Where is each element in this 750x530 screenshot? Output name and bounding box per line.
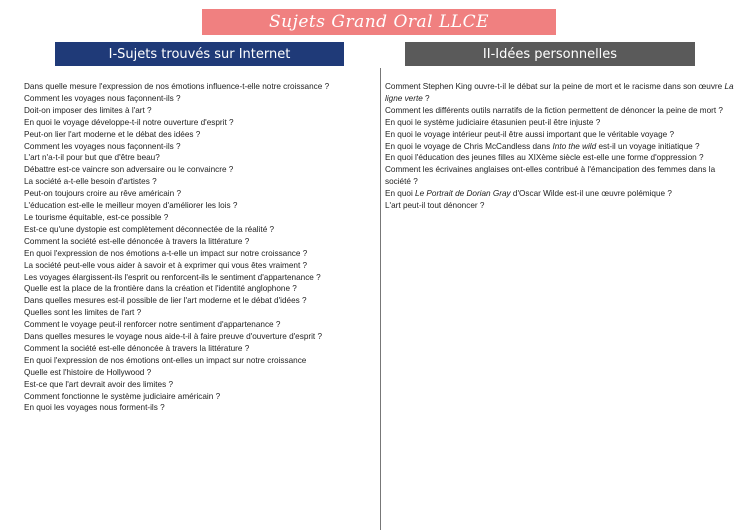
book-title: Into the wild [552, 141, 597, 151]
list-item: Dans quelles mesures est-il possible de lier l'art moderne et le débat d'idées ? [24, 296, 307, 306]
list-item: Débattre est-ce vaincre son adversaire ou le convaincre ? [24, 165, 234, 175]
list-item: L'éducation est-elle le meilleur moyen d'améliorer les lois ? [24, 201, 238, 211]
list-item: La société a-t-elle besoin d'artistes ? [24, 177, 157, 187]
list-item: En quoi le système judiciaire étasunien peut-il être injuste ? [385, 117, 601, 127]
list-item: L'art n'a-t-il pour but que d'être beau? [24, 153, 160, 163]
item-text: ? [422, 93, 430, 103]
list-item: La société peut-elle vous aider à savoir et à exprimer qui vous êtes vraiment ? [24, 260, 308, 270]
list-item: En quoi le voyage développe-t-il notre ouverture d'esprit ? [24, 117, 234, 127]
list-item: Est-ce qu'une dystopie est complètement déconnectée de la réalité ? [24, 224, 275, 234]
item-text: En quoi [385, 189, 416, 199]
personal-ideas-list [385, 81, 740, 212]
list-item: Le tourisme équitable, est-ce possible ? [24, 212, 169, 222]
list-item [385, 141, 740, 153]
list-item: Est-ce que l'art devrait avoir des limites ? [24, 379, 173, 389]
list-item: En quoi l'expression de nos émotions a-t-elle un impact sur notre croissance ? [24, 248, 308, 258]
list-item: Comment la société est-elle dénoncée à travers la littérature ? [24, 236, 250, 246]
list-item: En quoi l'expression de nos émotions ont-elles un impact sur notre croissance [24, 355, 307, 365]
list-item: Quelle est la place de la frontière dans la création et l'identité anglophone ? [24, 284, 297, 294]
list-item: Comment les différents outils narratifs de la fiction permettent de dénoncer la peine de mort ? [385, 105, 723, 115]
book-title: La ligne verte [385, 82, 734, 103]
list-item: Doit-on imposer des limites à l'art ? [24, 105, 152, 115]
list-item: Quelles sont les limites de l'art ? [24, 308, 142, 318]
list-item [385, 188, 740, 200]
title-banner [202, 9, 556, 35]
right-column-header: II-Idées personnelles [405, 42, 695, 66]
item-text: Comment Stephen King ouvre-t-il le débat sur la peine de mort et le racisme dans son œuvre [385, 82, 725, 91]
list-item: Peut-on lier l'art moderne et le débat des idées ? [24, 129, 201, 139]
item-text: En quoi le voyage de Chris McCandless dans [385, 141, 553, 151]
column-divider [380, 68, 381, 530]
list-item: Comment les voyages nous façonnent-ils ? [24, 93, 181, 103]
list-item: Comment fonctionne le système judiciaire américain ? [24, 391, 221, 401]
left-column-header: I-Sujets trouvés sur Internet [55, 42, 344, 66]
list-item: Comment le voyage peut-il renforcer notre sentiment d'appartenance ? [24, 320, 281, 330]
page-title: Sujets Grand Oral LLCE [269, 12, 489, 32]
list-item: Comment la société est-elle dénoncée à travers la littérature ? [24, 343, 250, 353]
internet-topics-list [24, 81, 374, 414]
list-item: Dans quelles mesures le voyage nous aide-t-il à faire preuve d'ouverture d'esprit ? [24, 332, 323, 342]
item-text: est-il un voyage initiatique ? [596, 141, 700, 151]
list-item: Les voyages élargissent-ils l'esprit ou renforcent-ils le sentiment d'appartenance ? [24, 272, 321, 282]
item-text: d'Oscar Wilde est-il une œuvre polémique ? [510, 189, 672, 199]
list-item: En quoi le voyage intérieur peut-il être aussi important que le véritable voyage ? [385, 129, 675, 139]
list-item [385, 81, 740, 105]
book-title: Le Portrait de Dorian Gray [415, 189, 511, 199]
list-item: Peut-on toujours croire au rêve américain ? [24, 189, 182, 199]
list-item: L'art peut-il tout dénoncer ? [385, 201, 485, 211]
list-item: Quelle est l'histoire de Hollywood ? [24, 367, 152, 377]
list-item: Comment les écrivaines anglaises ont-elles contribué à l'émancipation des femmes dans la société ? [385, 165, 716, 187]
list-item: En quoi l'éducation des jeunes filles au XIXème siècle est-elle une forme d'oppression ? [385, 153, 704, 163]
list-item: Comment les voyages nous façonnent-ils ? [24, 141, 181, 151]
list-item: En quoi les voyages nous forment-ils ? [24, 403, 165, 413]
list-item: Dans quelle mesure l'expression de nos émotions influence-t-elle notre croissance ? [24, 82, 330, 91]
